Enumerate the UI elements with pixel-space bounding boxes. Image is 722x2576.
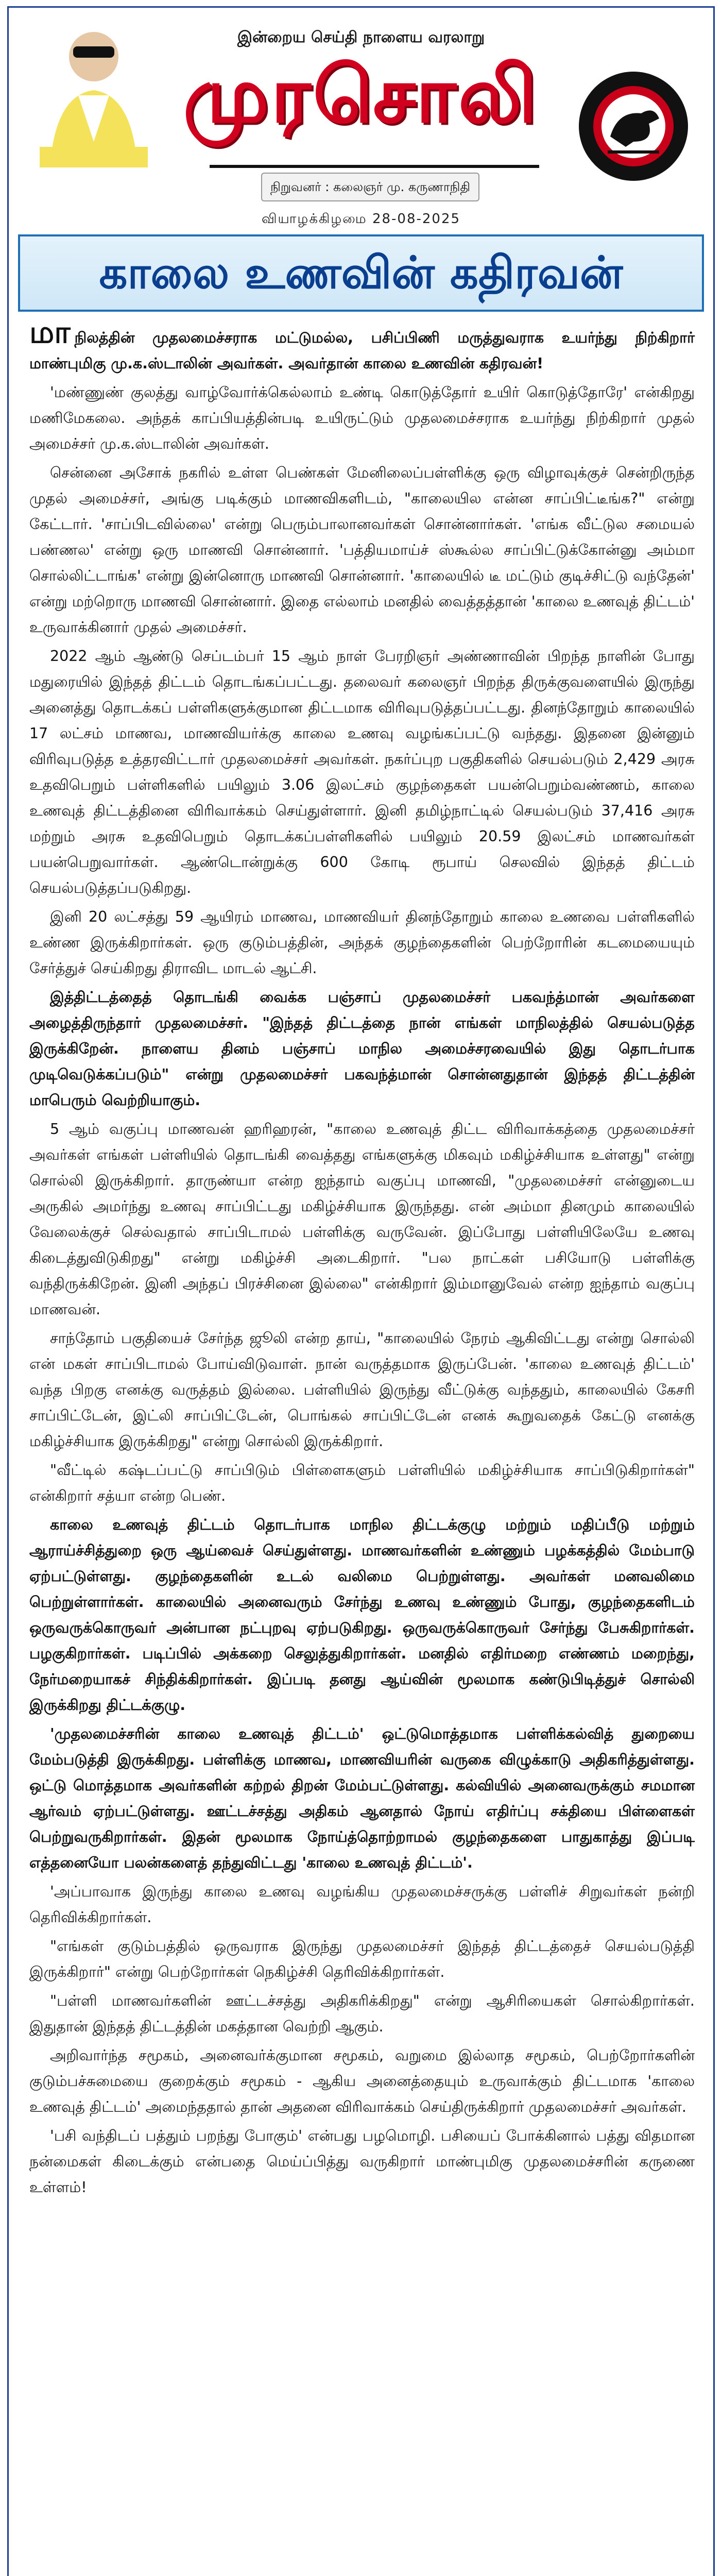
newspaper-logo: முரசொலி <box>183 50 539 140</box>
paragraph-11: 'அப்பாவாக இருந்து காலை உணவு வழங்கிய முதலமைச்சருக்கு பள்ளிச் சிறுவர்கள் நன்றி தெரிவிக்கிறார்கள். <box>29 1883 695 1926</box>
paragraph-12: "எங்கள் குடும்பத்தில் ஒருவராக இருந்து முதலமைச்சர் இந்தத் திட்டத்தைச் செயல்படுத்தி இருக்கிறார்" என்று பெற்றோர்கள் நெகிழ்ச்சி தெரிவிக்கிறார்கள். <box>29 1938 695 1980</box>
lead-text: நிலத்தின் முதலமைச்சராக மட்டுமல்ல, பசிப்பிணி மருத்துவராக உயர்ந்து நிற்கிறார் மாண்புமிகு மு.க.ஸ்டாலின் அவர்கள். அவர்தான் காலை உணவின் கதிரவன்! <box>29 329 695 372</box>
paragraph-7: சாந்தோம் பகுதியைச் சேர்ந்த ஜூலி என்ற தாய், "காலையில் நேரம் ஆகிவிட்டது என்று சொல்லி என் மகள் சாப்பிடாமல் போய்விடுவாள். நான் வருத்தமாக இருப்பேன். 'காலை உணவுத் திட்டம்' வந்த பிறகு எனக்கு வருத்தம் இல்லை. பள்ளியில் இருந்து வீட்டுக்கு வந்ததும், காலையில் கேசரி சாப்பிட்டேன், இட்லி சாப்பிட்டேன், பொங்கல் சாப்பிட்டேன் எனக் கூறுவதைக் கேட்டு எனக்கு மகிழ்ச்சியாக இருக்கிறது" என்று சொல்லி இருக்கிறார். <box>29 1330 695 1450</box>
tagline: இன்றைய செய்தி நாளைய வரலாறு <box>237 28 485 46</box>
publication-date: வியாழக்கிழமை 28-08-2025 <box>261 211 461 227</box>
lead-paragraph <box>29 314 695 377</box>
paragraph-9: காலை உணவுத் திட்டம் தொடர்பாக மாநில திட்டக்குழு மற்றும் மதிப்பீடு மற்றும் ஆராய்ச்சித்துறை ஒரு ஆய்வைச் செய்துள்ளது. மாணவர்களின் உண்ணும் பழக்கத்தில் மேம்பாடு ஏற்பட்டுள்ளது. குழந்தைகளின் உடல் வலிமை பெற்றுள்ளது. அவர்கள் மனவலிமை பெற்றுள்ளார்கள். காலையில் அனைவரும் சேர்ந்து உணவு உண்ணும் போது, குழந்தைகளிடம் ஒருவருக்கொருவர் அன்பான நட்புறவு ஏற்படுகிறது. ஒருவருக்கொருவர் சேர்ந்து பேசுகிறார்கள். பழகுகிறார்கள். படிப்பில் அக்கறை செலுத்துகிறார்கள். மனதில் எதிர்மறை எண்ணம் மறைந்து, நேர்மறையாகச் சிந்திக்கிறார்கள். இப்படி தனது ஆய்வின் மூலமாக கண்டுபிடித்துச் சொல்லி இருக்கிறது திட்டக்குழு. <box>29 1516 695 1714</box>
paragraph-5: இத்திட்டத்தைத் தொடங்கி வைக்க பஞ்சாப் முதலமைச்சர் பகவந்த்மான் அவர்களை அழைத்திருந்தார் முதலமைச்சர். "இந்தத் திட்டத்தை நான் எங்கள் மாநிலத்தில் செயல்படுத்த இருக்கிறேன். நாளைய தினம் பஞ்சாப் மாநில அமைச்சரவையில் இது தொடர்பாக முடிவெடுக்கப்படும்" என்று முதலமைச்சர் பகவந்த்மான் சொன்னதுதான் இந்தத் திட்டத்தின் மாபெரும் வெற்றியாகும். <box>29 989 695 1109</box>
founder-label: நிறுவனர் : கலைஞர் மு. கருணாநிதி <box>261 173 479 201</box>
masthead <box>9 8 713 250</box>
paragraph-15: 'பசி வந்திடப் பத்தும் பறந்து போகும்' என்பது பழமொழி. பசியைப் போக்கினால் பத்து விதமான நன்மைகள் கிடைக்கும் என்பதை மெய்ப்பித்து வருகிறார் மாண்புமிகு முதலமைச்சரின் கருணை உள்ளம்! <box>29 2127 695 2196</box>
paragraph-3: 2022 ஆம் ஆண்டு செப்டம்பர் 15 ஆம் நாள் பேரறிஞர் அண்ணாவின் பிறந்த நாளின் போது மதுரையில் இந்தத் திட்டம் தொடங்கப்பட்டது. தலைவர் கலைஞர் பிறந்த திருக்குவளையில் இருந்து அனைத்து தொடக்கப் பள்ளிகளுக்குமான திட்டமாக விரிவுபடுத்தப்பட்டது. தினந்தோறும் காலையில் 17 லட்சம் மாணவ, மாணவியர்க்கு காலை உணவு வழங்கப்பட்டு வந்தது. இதனை இன்னும் விரிவுபடுத்த உத்தரவிட்டார் முதலமைச்சர் அவர்கள். நகர்ப்புற பகுதிகளில் செயல்படும் 2,429 அரசு உதவிபெறும் பள்ளிகளில் பயிலும் 3.06 இலட்சம் குழந்தைகள் பயன்பெறும்வண்ணம், காலை உணவுத் திட்டத்தினை விரிவாக்கம் செய்துள்ளார். இனி தமிழ்நாட்டில் செயல்படும் 37,416 அரசு மற்றும் அரசு உதவிபெறும் தொடக்கப்பள்ளிகளில் பயிலும் 20.59 இலட்சம் மாணவர்கள் பயன்பெறுவார்கள். ஆண்டொன்றுக்கு 600 கோடி ரூபாய் செலவில் இந்தத் திட்டம் செயல்படுத்தப்படுகிறது. <box>29 648 695 896</box>
paragraph-1: 'மண்ணுண் குலத்து வாழ்வோர்க்கெல்லாம் உண்டி கொடுத்தோர் உயிர் கொடுத்தோரே' என்கிறது மணிமேகலை. அந்தக் காப்பியத்தின்படி உயிருட்டும் முதலமைச்சராக உயர்ந்து நிற்கிறார் முதல் அமைச்சர் மு.க.ஸ்டாலின் அவர்கள். <box>29 384 695 452</box>
paragraph-8: "வீட்டில் கஷ்டப்பட்டு சாப்பிடும் பிள்ளைகளும் பள்ளியில் மகிழ்ச்சியாக சாப்பிடுகிறார்கள்" என்கிறார் சத்யா என்ற பெண். <box>29 1462 695 1504</box>
paragraph-2: சென்னை அசோக் நகரில் உள்ள பெண்கள் மேனிலைப்பள்ளிக்கு ஒரு விழாவுக்குச் சென்றிருந்த முதல் அமைச்சர், அங்கு படிக்கும் மாணவிகளிடம், "காலையில என்ன சாப்பிட்டீங்க?" என்று கேட்டார். 'சாப்பிடவில்லை' என்று பெரும்பாலானவர்கள் சொன்னார்கள். 'எங்க வீட்டுல சமையல் பண்ணல' என்று ஒரு மாணவி சொன்னார். 'பத்தியமாய்ச் ஸ்கூல்ல சாப்பிட்டுக்கோன்னு அம்மா சொல்லிட்டாங்க' என்று இன்னொரு மாணவி சொன்னார். 'காலையில் டீ மட்டும் குடிச்சிட்டு வந்தேன்' என்று மற்றொரு மாணவி சொன்னார். இதை எல்லாம் மனதில் வைத்தத்தான் 'காலை உணவுத் திட்டம்' உருவாக்கினார் முதல் அமைச்சர். <box>29 464 695 636</box>
logo-underline <box>210 165 539 168</box>
paragraph-14: அறிவார்ந்த சமூகம், அனைவர்க்குமான சமூகம், வறுமை இல்லாத சமூகம், பெற்றோர்களின் குடும்பச்சுமையை குறைக்கும் சமூகம் - ஆகிய அனைத்தையும் உருவாக்கும் திட்டமாக 'காலை உணவுத் திட்டம்' அமைந்ததால் தான் அதனை விரிவாக்கம் செய்திருக்கிறார் முதலமைச்சர் அவர்கள். <box>29 2047 695 2115</box>
paragraph-6: 5 ஆம் வகுப்பு மாணவன் ஹரிஹரன், "காலை உணவுத் திட்ட விரிவாக்கத்தை முதலமைச்சர் அவர்கள் எங்கள் பள்ளியில் தொடங்கி வைத்தது எங்களுக்கு மிகவும் மகிழ்ச்சியாக உள்ளது" என்று சொல்லி இருக்கிறார். தாருண்யா என்ற ஐந்தாம் வகுப்பு மாணவி, "முதலமைச்சர் என்னுடைய அருகில் அமர்ந்து உணவு சாப்பிட்டது மகிழ்ச்சியாக இருந்தது. என் அம்மா தினமும் காலையில் வேலைக்குச் செல்வதால் சாப்பிடாமல் பள்ளிக்கு வருவேன். இப்போது பள்ளியிலேயே உணவு கிடைத்துவிடுகிறது" என்று மகிழ்ச்சி அடைகிறார். "பல நாட்கள் பசியோடு பள்ளிக்கு வந்திருக்கிறேன். இனி அந்தப் பிரச்சினை இல்லை" என்கிறார் இம்மானுவேல் என்ற ஐந்தாம் வகுப்பு மாணவன். <box>29 1121 695 1318</box>
paragraph-13: "பள்ளி மாணவர்களின் ஊட்டச்சத்து அதிகரிக்கிறது" என்று ஆசிரியைகள் சொல்கிறார்கள். இதுதான் இந்தத் திட்டத்தின் மகத்தான வெற்றி ஆகும். <box>29 1992 695 2035</box>
paragraph-4: இனி 20 லட்சத்து 59 ஆயிரம் மாணவ, மாணவியர் தினந்தோறும் காலை உணவை பள்ளிகளில் உண்ண இருக்கிறார்கள். ஒரு குடும்பத்தின், அந்தக் குழந்தைகளின் பெற்றோரின் கடமையையும் சேர்த்துச் செய்கிறது திராவிட மாடல் ஆட்சி. <box>29 908 695 977</box>
party-emblem-icon <box>577 70 690 183</box>
article-title: காலை உணவின் கதிரவன் <box>18 234 704 312</box>
paragraph-10: 'முதலமைச்சரின் காலை உணவுத் திட்டம்' ஒட்டுமொத்தமாக பள்ளிக்கல்வித் துறையை மேம்படுத்தி இருக்கிறது. பள்ளிக்கு மாணவ, மாணவியரின் வருகை விழுக்காடு அதிகரித்துள்ளது. ஒட்டு மொத்தமாக அவர்களின் கற்றல் திறன் மேம்பட்டுள்ளது. கல்வியில் அனைவருக்கும் சமமான ஆர்வம் ஏற்பட்டுள்ளது. ஊட்டச்சத்து அதிகம் ஆனதால் நோய் எதிர்ப்பு சக்தியை பிள்ளைகள் பெற்றுவருகிறார்கள். இதன் மூலமாக நோய்த்தொற்றாமல் குழந்தைகளை பாதுகாத்து இப்படி எத்தனையோ பலன்களைத் தந்துவிட்டது 'காலை உணவுத் திட்டம்'. <box>29 1725 695 1871</box>
newspaper-page <box>7 6 715 2576</box>
article-body <box>29 314 695 2204</box>
dropcap: மா <box>29 314 71 350</box>
